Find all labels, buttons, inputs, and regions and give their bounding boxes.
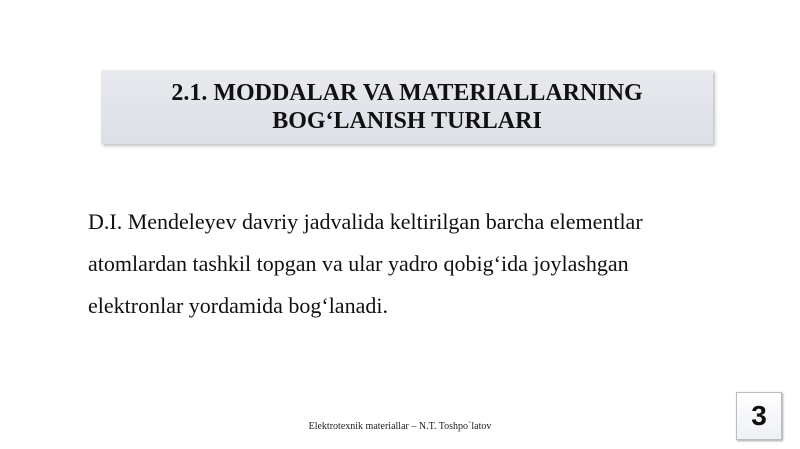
title-banner	[101, 70, 713, 144]
page-number-box	[736, 392, 782, 440]
slide-title-line-1: 2.1. MODDALAR VA MATERIALLARNING	[171, 80, 643, 106]
body-line-1: D.I. Mendeleyev davriy jadvalida keltirilgan barcha elementlar	[88, 209, 643, 234]
page-number: 3	[751, 400, 767, 431]
slide-footer: Elektrotexnik materiallar – N.T. Toshpo`latov	[308, 421, 492, 432]
body-line-3: elektronlar yordamida bog‘lanadi.	[88, 293, 388, 318]
body-line-2: atomlardan tashkil topgan va ular yadro qobig‘ida joylashgan	[88, 251, 629, 276]
body-paragraph	[88, 201, 748, 327]
slide-title-line-2: BOG‘LANISH TURLARI	[272, 108, 542, 134]
